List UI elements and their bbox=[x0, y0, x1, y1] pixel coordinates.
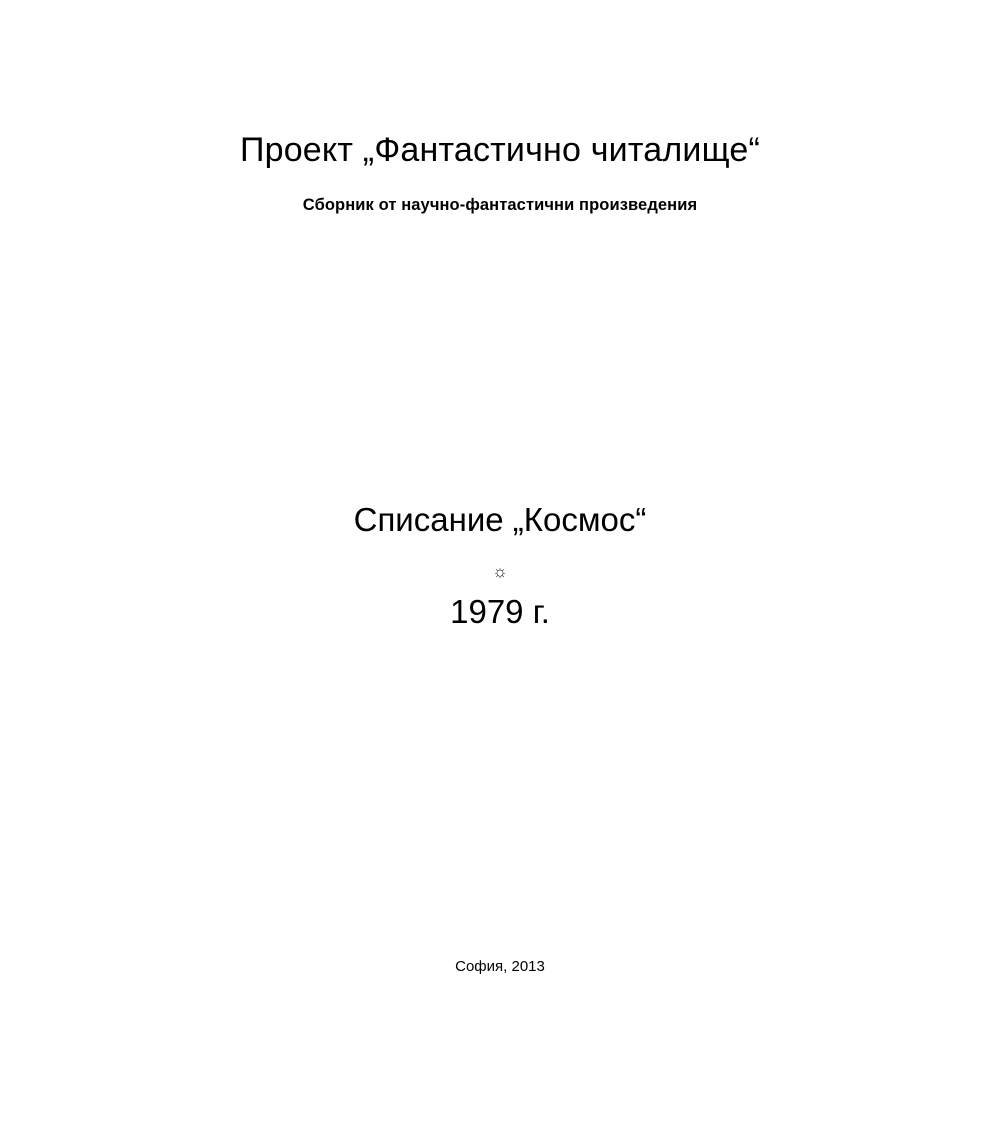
sun-ornament-icon: ☼ bbox=[492, 562, 508, 581]
imprint-line: София, 2013 bbox=[455, 958, 545, 975]
magazine-title: Списание „Космос“ bbox=[353, 501, 647, 538]
publication-year: 1979 г. bbox=[450, 593, 550, 630]
page-title: Проект „Фантастично читалище“ bbox=[239, 131, 761, 169]
page-subtitle: Сборник от научно-фантастични произведения bbox=[302, 196, 698, 214]
